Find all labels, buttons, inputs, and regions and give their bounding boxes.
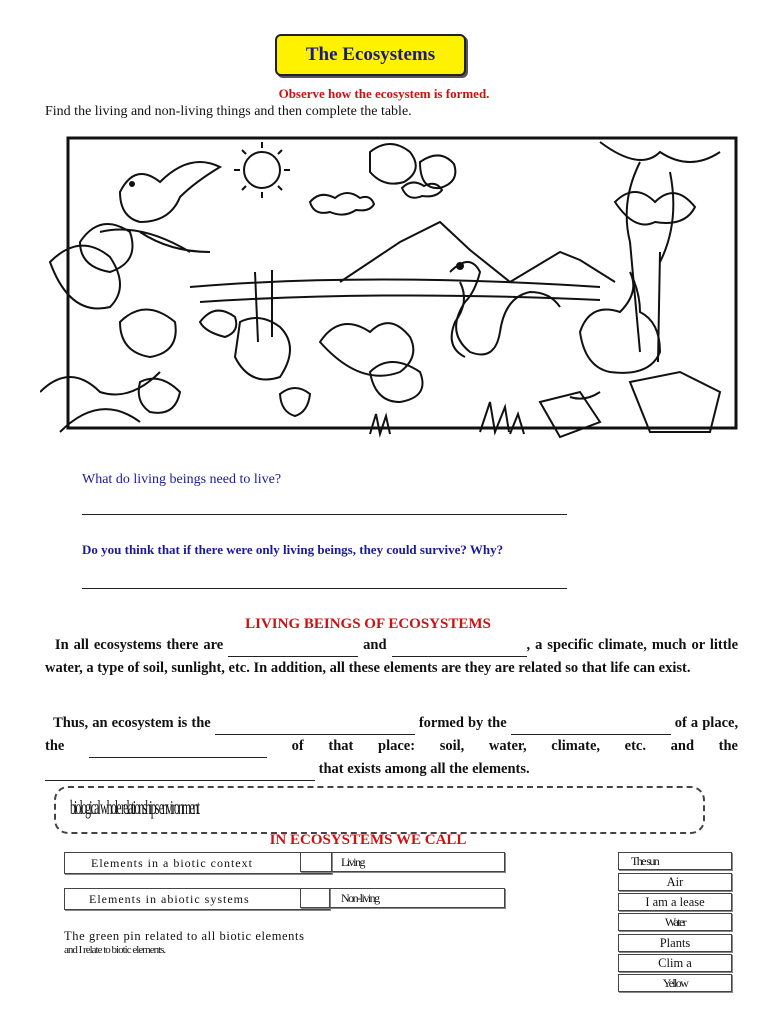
question-2: Do you think that if there were only living beings, they could survive? Why?: [82, 542, 504, 557]
p2-text-d: of that place: soil, water, climate, etc. and the: [291, 738, 738, 754]
option-water[interactable]: Water: [618, 913, 732, 931]
p1-text-a: In all ecosystems there are: [54, 637, 224, 653]
blank-5[interactable]: [89, 735, 267, 758]
paragraph-1: [45, 634, 738, 679]
p2-text-a: Thus, an ecosystem is the: [53, 715, 211, 731]
question-1: What do living beings need to live?: [82, 472, 282, 487]
blank-1[interactable]: [228, 634, 358, 657]
snake-icon: [450, 262, 560, 357]
p1-text-b: and: [363, 637, 387, 653]
blank-2[interactable]: [392, 634, 527, 657]
page-title: The Ecosystems: [275, 34, 466, 76]
p1-text-c: , a specific climate, much or little water, a type of soil, sunlight, etc. In addition, all these elements are they are related so that life can exist.: [45, 637, 739, 676]
answer-line-1[interactable]: [82, 514, 567, 515]
strawberry-icon: [280, 388, 310, 416]
p2-text-b: formed by the: [418, 715, 507, 731]
cloud-icon: [402, 182, 442, 197]
option-plants[interactable]: Plants: [618, 934, 732, 952]
bird-icon: [100, 162, 220, 252]
p2-text-c: of a place, the: [45, 715, 739, 754]
blank-4[interactable]: [511, 712, 671, 735]
row-label-biotic: Elements in a biotic context: [64, 852, 332, 874]
row-label-abiotic: Elements in abiotic systems: [64, 888, 330, 910]
footnote-2: and I relate to biotic elements.: [64, 944, 166, 956]
footnote-1: The green pin related to all biotic elements: [64, 929, 305, 943]
option-lease[interactable]: I am a lease: [618, 893, 732, 911]
section-heading-we-call: IN ECOSYSTEMS WE CALL: [269, 832, 467, 848]
option-yellow[interactable]: Yellow: [618, 974, 732, 992]
row-answer-biotic[interactable]: Living: [300, 852, 505, 872]
flowers-icon: [40, 224, 180, 432]
p2-text-e: that exists among all the elements.: [318, 761, 530, 777]
observe-instruction: Observe how the ecosystem is formed.: [278, 86, 490, 101]
answer-line-2[interactable]: [82, 588, 567, 589]
sun-icon: [234, 142, 290, 198]
ecosystem-illustration: [40, 132, 740, 462]
cloud-icon: [310, 193, 374, 215]
paragraph-2: [45, 712, 738, 781]
section-heading-living-beings: LIVING BEINGS OF ECOSYSTEMS: [245, 616, 491, 632]
blank-3[interactable]: [215, 712, 415, 735]
row-answer-abiotic[interactable]: Non-living: [300, 888, 505, 908]
option-the-sun[interactable]: The sun: [618, 852, 732, 870]
word-bank-text: biological whole relationships environment: [70, 797, 199, 819]
blank-6[interactable]: [45, 758, 315, 781]
option-air[interactable]: Air: [618, 873, 732, 891]
squirrel-icon: [200, 311, 290, 380]
find-instruction: Find the living and non-living things and then complete the table.: [45, 104, 412, 119]
option-climate[interactable]: Clim a: [618, 954, 732, 972]
